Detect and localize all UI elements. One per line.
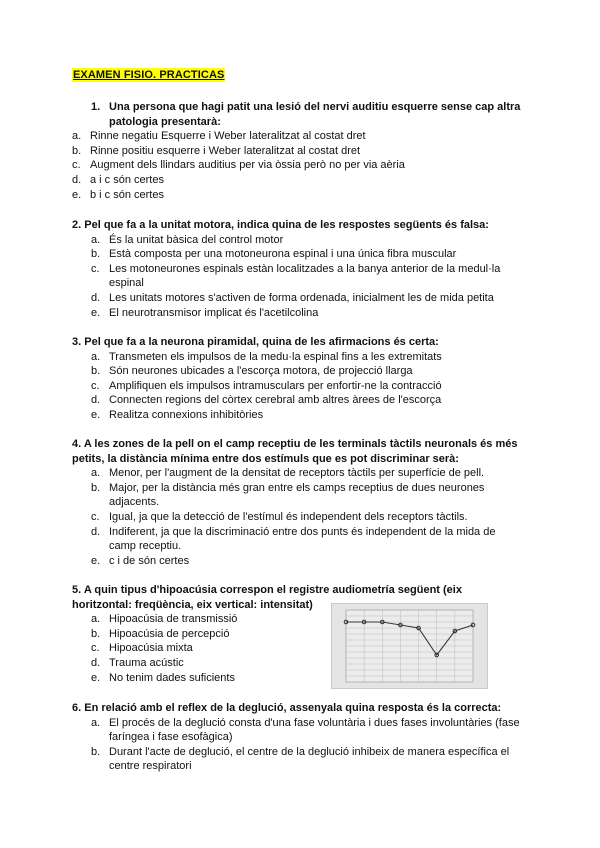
question-number: 6. <box>72 702 82 714</box>
option-list <box>91 233 522 321</box>
question-number: 2. <box>72 219 82 231</box>
question-text: Pel que fa a la neurona piramidal, quina de les afirmacions és certa: <box>84 336 439 348</box>
option-c: c. Les motoneurones espinals estàn localitzades a la banya anterior de la medul·la espinal <box>91 262 501 290</box>
option-d: d. Connecten regions del còrtex cerebral amb altres àrees de l'escorça <box>91 394 442 407</box>
option-list <box>91 466 501 568</box>
question-text: A quin tipus d'hipoacúsia correspon el registre audiometría següent (eix horitzontal: freqüència, eix vertical: intensitat) <box>72 584 462 611</box>
option-a: a. Rinne negatiu Esquerre i Weber lateralitzat al costat dret <box>72 130 366 143</box>
question-number: 4. <box>72 438 82 450</box>
option-d: d. Trauma acústic <box>91 656 184 669</box>
question-number: 5. <box>72 584 82 596</box>
option-a: a. És la unitat bàsica del control motor <box>91 233 284 246</box>
audiogram-figure <box>331 603 488 689</box>
question-6 <box>72 701 527 774</box>
question-number: 1. <box>91 101 101 113</box>
option-b: b. Són neurones ubicades a l'escorça motora, de projecció llarga <box>91 365 413 378</box>
question-1 <box>72 100 532 202</box>
option-b: b. Durant l'acte de deglució, el centre de la deglució inhibeix de manera específica el centre respiratori <box>91 745 510 773</box>
option-e: e. No tenim dades suficients <box>91 671 235 684</box>
question-text: En relació amb el reflex de la deglució, assenyala quina resposta és la correcta: <box>84 702 502 714</box>
exam-title: EXAMEN FISIO. PRACTICAS <box>73 69 225 81</box>
option-e: e. El neurotransmisor implicat és l'acetilcolina <box>91 306 319 319</box>
option-b: b. Hipoacúsia de percepció <box>91 627 230 640</box>
option-list <box>91 350 522 423</box>
option-list <box>72 129 532 202</box>
question-4 <box>72 437 527 568</box>
option-b: b. Està composta per una motoneurona espinal i una única fibra muscular <box>91 248 457 261</box>
question-number: 3. <box>72 336 82 348</box>
question-3 <box>72 335 522 423</box>
option-c: c. Hipoacúsia mixta <box>91 642 193 655</box>
option-d: d. a i c són certes <box>72 173 164 186</box>
audiogram-chart <box>332 604 487 688</box>
option-e: e. c i de són certes <box>91 554 190 567</box>
question-text: Una persona que hagi patit una lesió del nervi auditiu esquerre sense cap altra patologia presentarà: <box>109 101 521 128</box>
option-a: a. Transmeten els impulsos de la medu·la espinal fins a les extremitats <box>91 350 442 363</box>
option-b: b. Rinne positiu esquerre i Weber lateralitzat al costat dret <box>72 144 361 157</box>
option-list <box>91 612 321 685</box>
option-list <box>91 716 521 774</box>
option-c: c. Igual, ja que la detecció de l'estímul és independent dels receptors tàctils. <box>91 510 468 523</box>
option-c: c. Amplifiquen els impulsos intramusculars per enfortir-ne la contracció <box>91 379 442 392</box>
option-c: c. Augment dels llindars auditius per via òssia però no per via aèria <box>72 159 405 172</box>
option-d: d. Les unitats motores s'activen de forma ordenada, inicialment les de mida petita <box>91 291 494 304</box>
question-text: A les zones de la pell on el camp receptiu de les terminals tàctils neuronals és més petits, la distància mínima entre dos estímuls que es pot discriminar serà: <box>72 438 518 465</box>
option-e: e. b i c són certes <box>72 188 164 201</box>
option-b: b. Major, per la distància més gran entre els camps receptius de dues neurones adjacents. <box>91 481 485 509</box>
option-d: d. Indiferent, ja que la discriminació entre dos punts és independent de la mida de camp receptiu. <box>91 525 496 553</box>
option-a: a. Hipoacúsia de transmissió <box>91 613 238 626</box>
option-a: a. Menor, per l'augment de la densitat de receptors tàctils per superfície de pell. <box>91 467 485 480</box>
option-a: a. El procés de la deglució consta d'una fase voluntària i dues fases involuntàries (fase faríngea i fase esofàgica) <box>91 716 520 744</box>
question-text: Pel que fa a la unitat motora, indica quina de les respostes següents és falsa: <box>84 219 489 231</box>
option-e: e. Realitza connexions inhibitòries <box>91 408 264 421</box>
question-2 <box>72 218 522 320</box>
